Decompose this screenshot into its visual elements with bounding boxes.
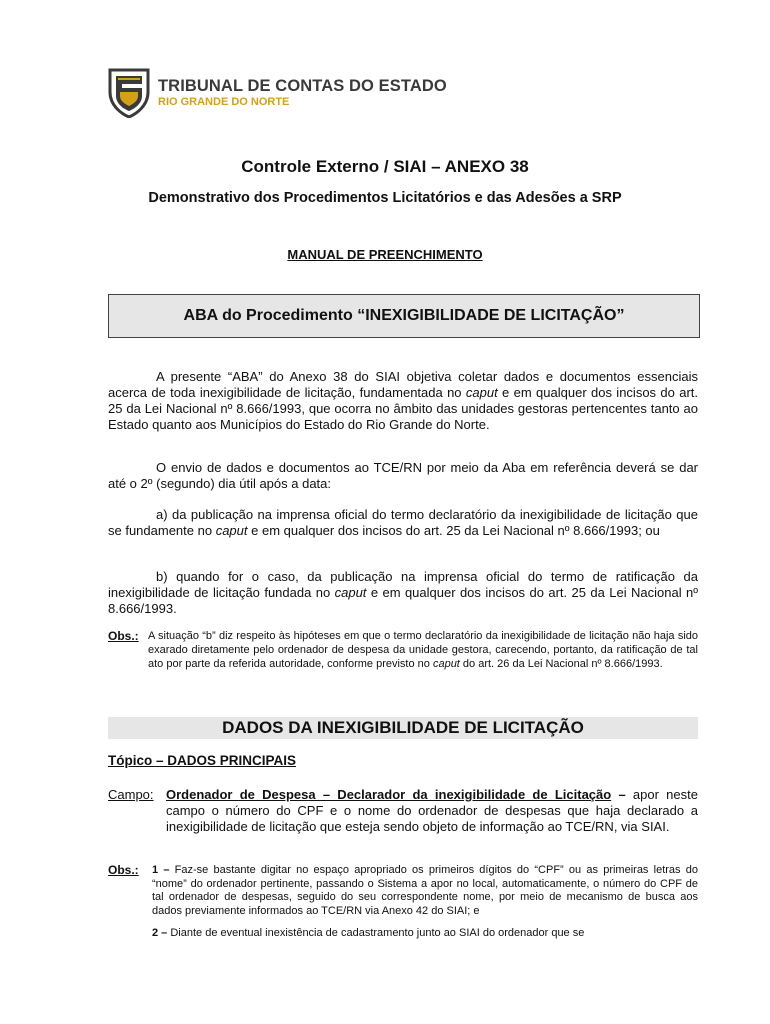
observation-2 xyxy=(108,864,698,941)
paragraph-deadline: O envio de dados e documentos ao TCE/RN por meio da Aba em referência deverá se dar até o 2º (segundo) dia útil após a data: xyxy=(108,460,698,491)
campo-label: Campo: xyxy=(108,787,154,802)
obs-items xyxy=(152,864,698,941)
aba-procedure-box: ABA do Procedimento “INEXIGIBILIDADE DE LICITAÇÃO” xyxy=(108,294,700,338)
obs-text: A situação “b” diz respeito às hipóteses em que o termo declaratório da inexigibilidade de licitação não haja sido exarado diretamente pelo ordenador de despesa da unidade gestora, carecendo, portanto, da ratificação de tal ato por parte da referida autoridade, conforme previsto no caput do art. 26 da Lei Nacional nº 8.666/1993. xyxy=(148,630,698,670)
topic-heading: Tópico – DADOS PRINCIPAIS xyxy=(108,753,297,768)
campo-ordenador xyxy=(108,787,698,835)
document-subtitle: Demonstrativo dos Procedimentos Licitatórios e das Adesões a SRP xyxy=(148,190,622,206)
obs-label: Obs.: xyxy=(108,629,139,643)
observation-1 xyxy=(108,629,698,671)
tce-logo xyxy=(106,66,447,118)
manual-heading: MANUAL DE PREENCHIMENTO xyxy=(287,247,483,262)
document-title: Controle Externo / SIAI – ANEXO 38 xyxy=(241,157,529,176)
campo-text: Ordenador de Despesa – Declarador da inexigibilidade de Licitação – apor neste campo o número do CPF e o nome do ordenador de despesas que haja declarado a inexigibilidade de licitação que esteja sendo objeto de informação ao TCE/RN, via SIAI. xyxy=(166,787,698,834)
paragraph-item-a: a) da publicação na imprensa oficial do termo declaratório da inexigibilidade de licitação que se fundamente no caput e em qualquer dos incisos do art. 25 da Lei Nacional nº 8.666/1993; ou xyxy=(108,507,698,538)
obs-item-1: 1 – Faz-se bastante digitar no espaço apropriado os primeiros dígitos do “CPF” ou as primeiras letras do “nome” do ordenador pertinente, passando o Sistema a apor no local, automaticamente, o número do CPF de tal ordenador de despesas, seguido do seu correspondente nome, por meio de mecanismo de busca aos dados previamente informados ao TCE/RN via Anexo 42 do SIAI; e xyxy=(152,864,698,917)
tce-emblem-icon xyxy=(106,66,152,118)
paragraph-intro: A presente “ABA” do Anexo 38 do SIAI objetiva coletar dados e documentos essenciais acerca de toda inexigibilidade de licitação, fundamentada no caput e em qualquer dos incisos do art. 25 da Lei Nacional nº 8.666/1993, que ocorra no âmbito das unidades gestoras pertencentes tanto ao Estado quanto aos Municípios do Estado do Rio Grande do Norte. xyxy=(108,369,698,432)
obs-item-2: 2 – Diante de eventual inexistência de cadastramento junto ao SIAI do ordenador que se xyxy=(152,927,585,939)
obs-label: Obs.: xyxy=(108,863,139,877)
paragraph-item-b: b) quando for o caso, da publicação na imprensa oficial do termo de ratificação da inexigibilidade de licitação fundada no caput e em qualquer dos incisos do art. 25 da Lei Nacional nº 8.666/1993. xyxy=(108,569,699,616)
org-state: RIO GRANDE DO NORTE xyxy=(158,95,290,108)
org-name: TRIBUNAL DE CONTAS DO ESTADO xyxy=(158,76,447,95)
section-heading: DADOS DA INEXIGIBILIDADE DE LICITAÇÃO xyxy=(108,717,698,739)
